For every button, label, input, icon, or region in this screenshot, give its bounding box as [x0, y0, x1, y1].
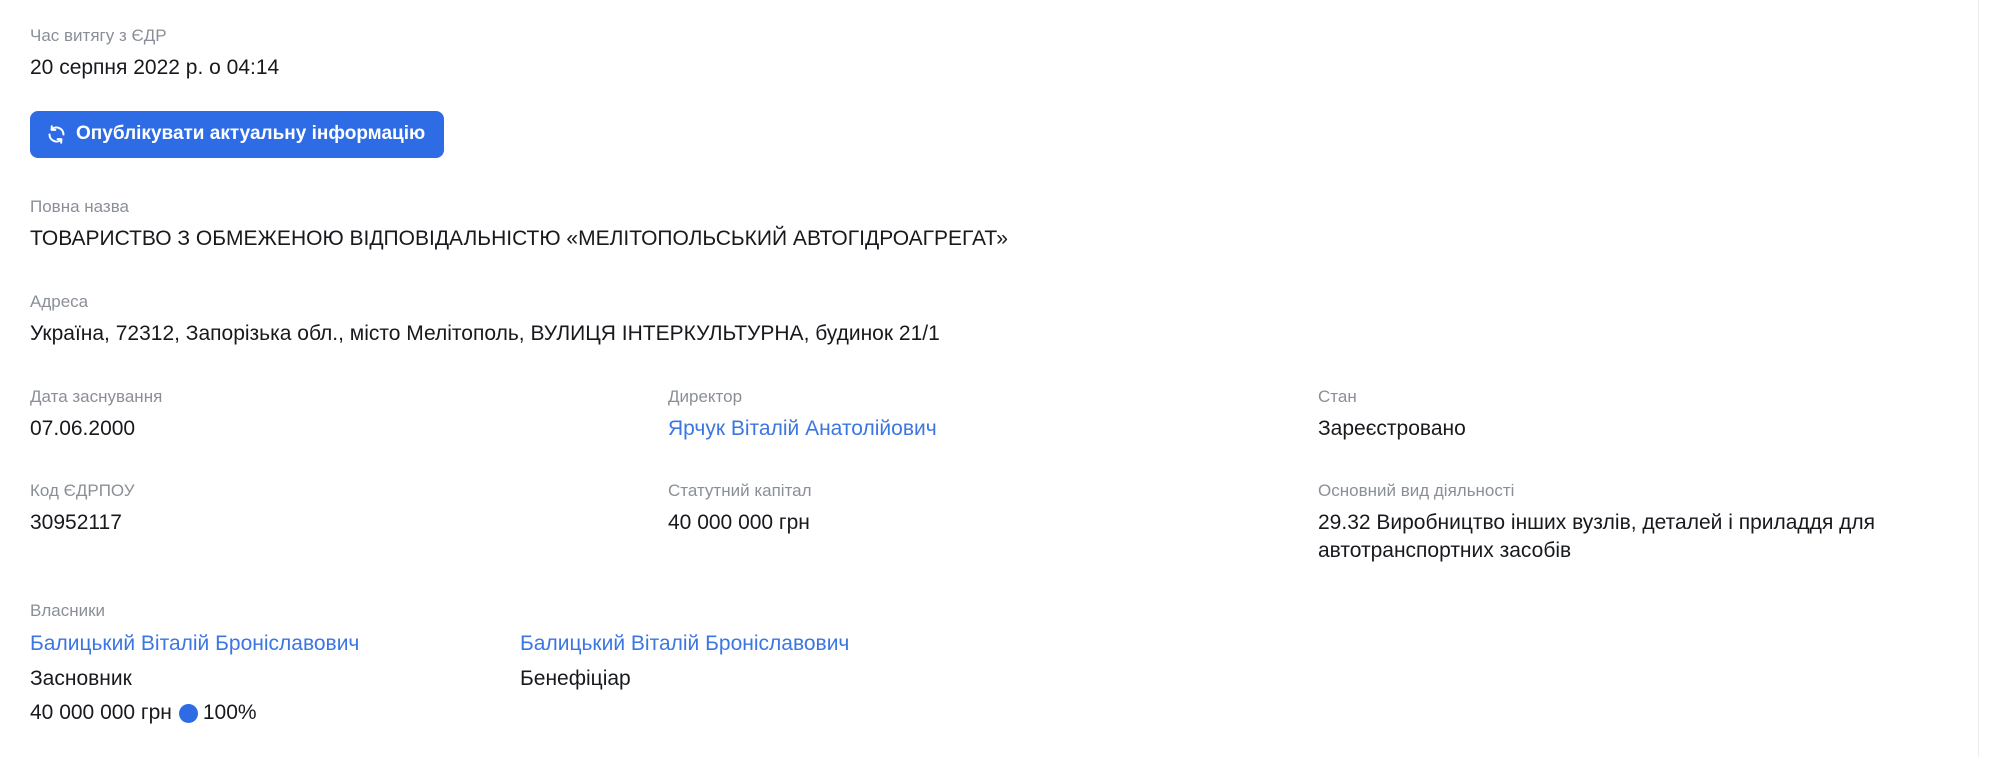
owner-share [30, 699, 520, 727]
edrpou-block [30, 479, 668, 565]
owner-role: Засновник [30, 667, 132, 690]
full-name-label: Повна назва [30, 197, 130, 216]
activity-label: Основний вид діяльності [1318, 481, 1515, 500]
activity-value: 29.32 Виробництво інших вузлів, деталей і приладдя для автотранспортних засобів [1318, 511, 1876, 562]
owners-section [30, 599, 1960, 727]
scrollbar-track[interactable] [1978, 0, 1979, 757]
owner-share-amount: 40 000 000 грн [30, 701, 172, 724]
owner-role: Бенефіціар [520, 667, 631, 690]
extract-time-block [30, 24, 1960, 82]
director-label: Директор [668, 387, 743, 406]
capital-label: Статутний капітал [668, 481, 812, 500]
founded-block [30, 385, 668, 443]
status-value: Зареєстровано [1318, 417, 1466, 440]
owner-item [520, 630, 1960, 727]
address-block [30, 290, 1960, 348]
status-block [1318, 385, 1960, 443]
publish-actual-info-button[interactable] [30, 111, 444, 158]
owner-share-percent: 100% [202, 701, 257, 724]
share-pie-icon [179, 704, 198, 723]
full-name-value: ТОВАРИСТВО З ОБМЕЖЕНОЮ ВІДПОВІДАЛЬНІСТЮ «МЕЛІТОПОЛЬСЬКИЙ АВТОГІДРОАГРЕГАТ» [30, 227, 1008, 250]
founded-value: 07.06.2000 [30, 417, 136, 440]
extract-time-value: 20 серпня 2022 р. о 04:14 [30, 56, 280, 79]
edrpou-value: 30952117 [30, 511, 122, 534]
address-label: Адреса [30, 292, 89, 311]
owners-list [30, 630, 1960, 727]
company-details-grid [30, 385, 1960, 565]
publish-button-label: Опублікувати актуальну інформацію [76, 123, 426, 144]
owner-link[interactable]: Балицький Віталій Броніславович [30, 632, 360, 655]
capital-value: 40 000 000 грн [668, 511, 810, 534]
owner-link[interactable]: Балицький Віталій Броніславович [520, 632, 850, 655]
activity-block [1318, 479, 1960, 565]
owner-item [30, 630, 520, 727]
full-name-block [30, 195, 1960, 253]
refresh-icon [46, 124, 67, 145]
director-link[interactable]: Ярчук Віталій Анатолійович [668, 417, 937, 440]
status-label: Стан [1318, 387, 1357, 406]
director-block [668, 385, 1318, 443]
founded-label: Дата заснування [30, 387, 163, 406]
owners-label: Власники [30, 601, 106, 620]
edrpou-label: Код ЄДРПОУ [30, 481, 135, 500]
address-value: Україна, 72312, Запорізька обл., місто Мелітополь, ВУЛИЦЯ ІНТЕРКУЛЬТУРНА, будинок 21/1 [30, 322, 940, 345]
capital-block [668, 479, 1318, 565]
extract-time-label: Час витягу з ЄДР [30, 26, 167, 45]
